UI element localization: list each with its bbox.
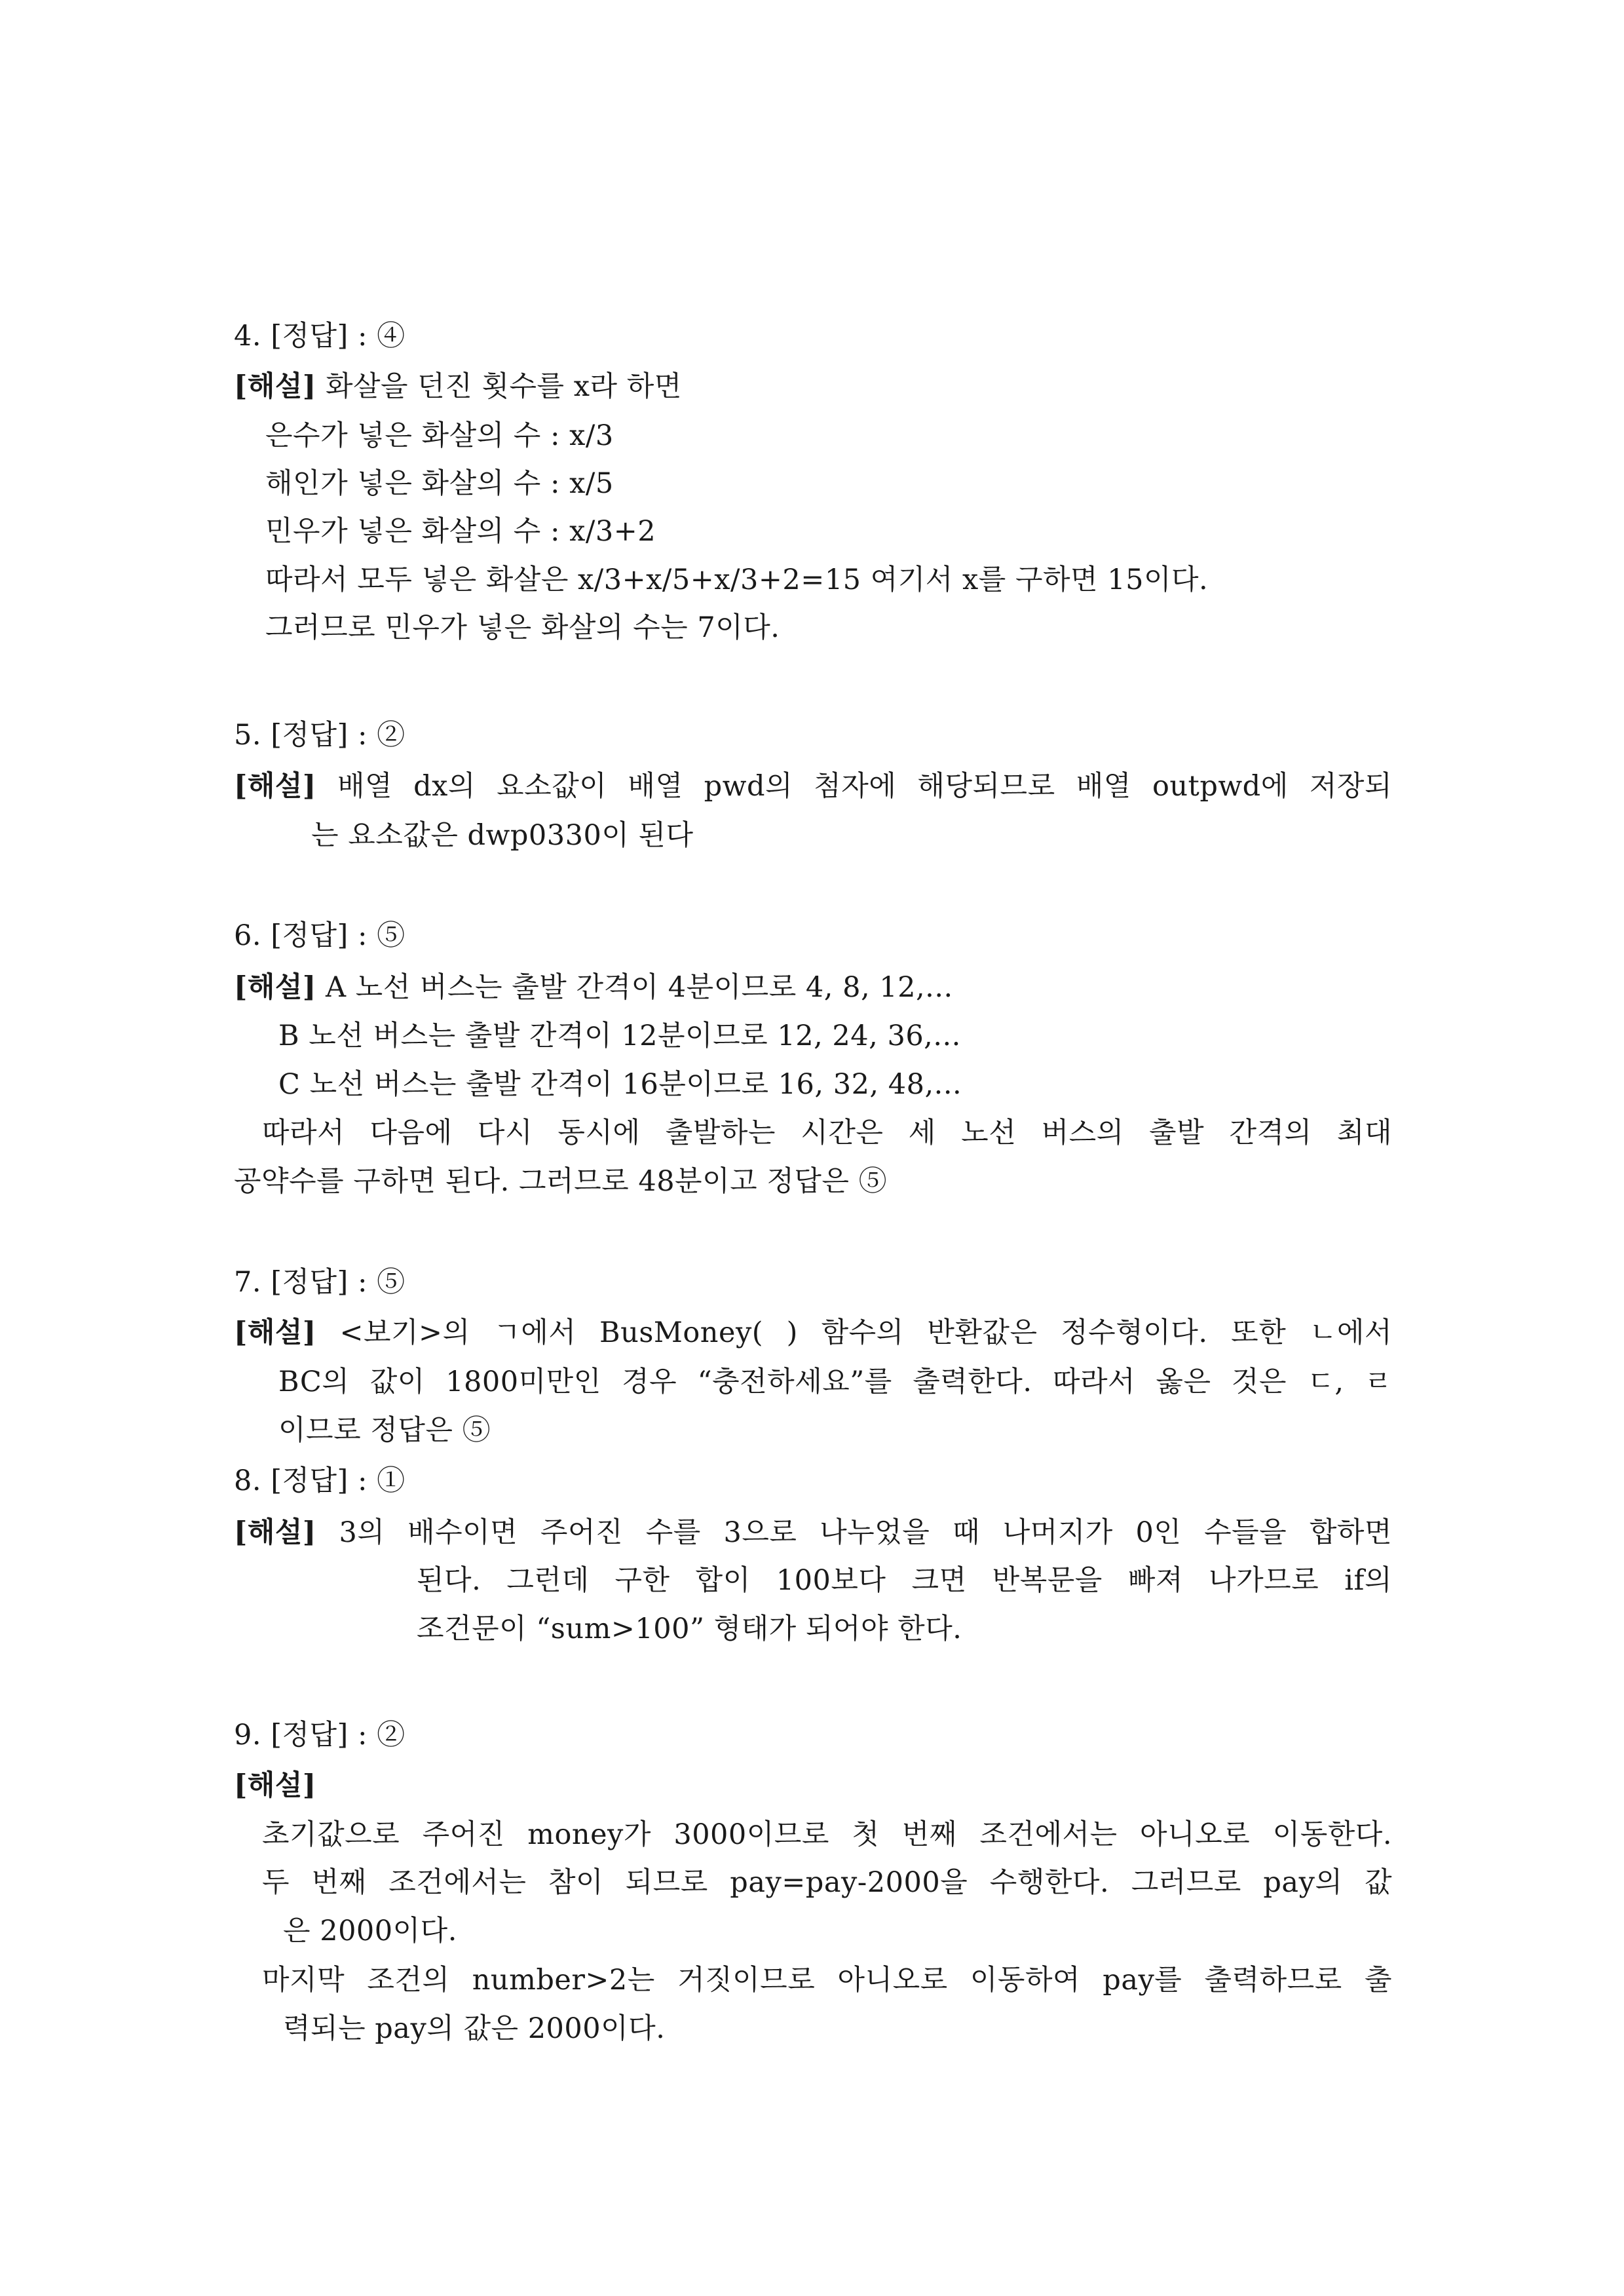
explanation-label: [해설] bbox=[234, 370, 316, 403]
q9-explanation-line-5: 력되는 pay의 값은 2000이다. bbox=[283, 2012, 666, 2045]
q4-explanation-line-1 bbox=[234, 368, 682, 405]
q4-explanation-line-5: 따라서 모두 넣은 화살은 x/3+x/5+x/3+2=15 여기서 x를 구하면 15이다. bbox=[265, 564, 1209, 596]
q9-explanation-line-3: 은 2000이다. bbox=[283, 1915, 457, 1947]
q4-explanation-line-4: 민우가 넣은 화살의 수 : x/3+2 bbox=[265, 515, 656, 548]
q5-answer-header: 5. [정답] : ② bbox=[234, 719, 406, 752]
q6-explanation-line-3: C 노선 버스는 출발 간격이 16분이므로 16, 32, 48,... bbox=[278, 1068, 962, 1101]
q6-answer-header: 6. [정답] : ⑤ bbox=[234, 919, 406, 952]
q5-text-1: 배열 dx의 요소값이 배열 pwd의 첨자에 해당되므로 배열 outpwd에 저장되 bbox=[337, 770, 1392, 803]
q7-explanation-line-2: BC의 값이 1800미만인 경우 “충전하세요”를 출력한다. 따라서 옳은 것은 ㄷ, ㄹ bbox=[278, 1366, 1392, 1398]
q7-answer-header: 7. [정답] : ⑤ bbox=[234, 1266, 406, 1299]
explanation-label: [해설] bbox=[234, 1316, 316, 1349]
q9-explanation-line-1: 초기값으로 주어진 money가 3000이므로 첫 번째 조건에서는 아니오로 이동한다. bbox=[262, 1818, 1392, 1851]
q8-explanation-line-2: 된다. 그런데 구한 합이 100보다 크면 반복문을 빠져 나가므로 if의 bbox=[417, 1564, 1392, 1597]
q9-explanation-line-2: 두 번째 조건에서는 참이 되므로 pay=pay-2000을 수행한다. 그러므로 pay의 값 bbox=[262, 1866, 1392, 1899]
explanation-label: [해설] bbox=[234, 1769, 316, 1802]
q4-explanation-line-2: 은수가 넣은 화살의 수 : x/3 bbox=[265, 419, 614, 452]
explanation-label: [해설] bbox=[234, 971, 316, 1004]
q4-explanation-line-3: 해인가 넣은 화살의 수 : x/5 bbox=[265, 467, 614, 500]
q4-text-1: 화살을 던진 횟수를 x라 하면 bbox=[325, 370, 682, 403]
q5-explanation-line-1 bbox=[234, 768, 1392, 805]
q7-explanation-line-3: 이므로 정답은 ⑤ bbox=[278, 1414, 491, 1447]
q7-explanation-line-1 bbox=[234, 1314, 1392, 1351]
q6-text-1: A 노선 버스는 출발 간격이 4분이므로 4, 8, 12,... bbox=[325, 971, 953, 1004]
explanation-label: [해설] bbox=[234, 770, 316, 803]
q7-text-1: <보기>의 ㄱ에서 BusMoney( ) 함수의 반환값은 정수형이다. 또한 ㄴ에서 bbox=[339, 1316, 1392, 1349]
q8-explanation-line-1 bbox=[234, 1514, 1392, 1551]
explanation-label: [해설] bbox=[234, 1516, 316, 1549]
q6-explanation-line-4: 따라서 다음에 다시 동시에 출발하는 시간은 세 노선 버스의 출발 간격의 최대 bbox=[262, 1117, 1392, 1149]
q8-explanation-line-3: 조건문이 “sum>100” 형태가 되어야 한다. bbox=[417, 1613, 962, 1645]
q8-text-1: 3의 배수이면 주어진 수를 3으로 나누었을 때 나머지가 0인 수들을 합하면 bbox=[339, 1516, 1393, 1549]
q4-answer-header: 4. [정답] : ④ bbox=[234, 320, 406, 353]
q5-explanation-line-2: 는 요소값은 dwp0330이 된다 bbox=[311, 819, 694, 852]
q6-explanation-line-2: B 노선 버스는 출발 간격이 12분이므로 12, 24, 36,... bbox=[278, 1020, 961, 1052]
q9-answer-header: 9. [정답] : ② bbox=[234, 1719, 406, 1751]
q6-explanation-line-1 bbox=[234, 969, 953, 1006]
q8-answer-header: 8. [정답] : ① bbox=[234, 1464, 406, 1497]
q4-explanation-line-6: 그러므로 민우가 넣은 화살의 수는 7이다. bbox=[265, 611, 780, 644]
q9-explanation-line-4: 마지막 조건의 number>2는 거짓이므로 아니오로 이동하여 pay를 출력하므로 출 bbox=[262, 1964, 1392, 1997]
q6-explanation-line-5: 공약수를 구하면 된다. 그러므로 48분이고 정답은 ⑤ bbox=[234, 1165, 888, 1198]
